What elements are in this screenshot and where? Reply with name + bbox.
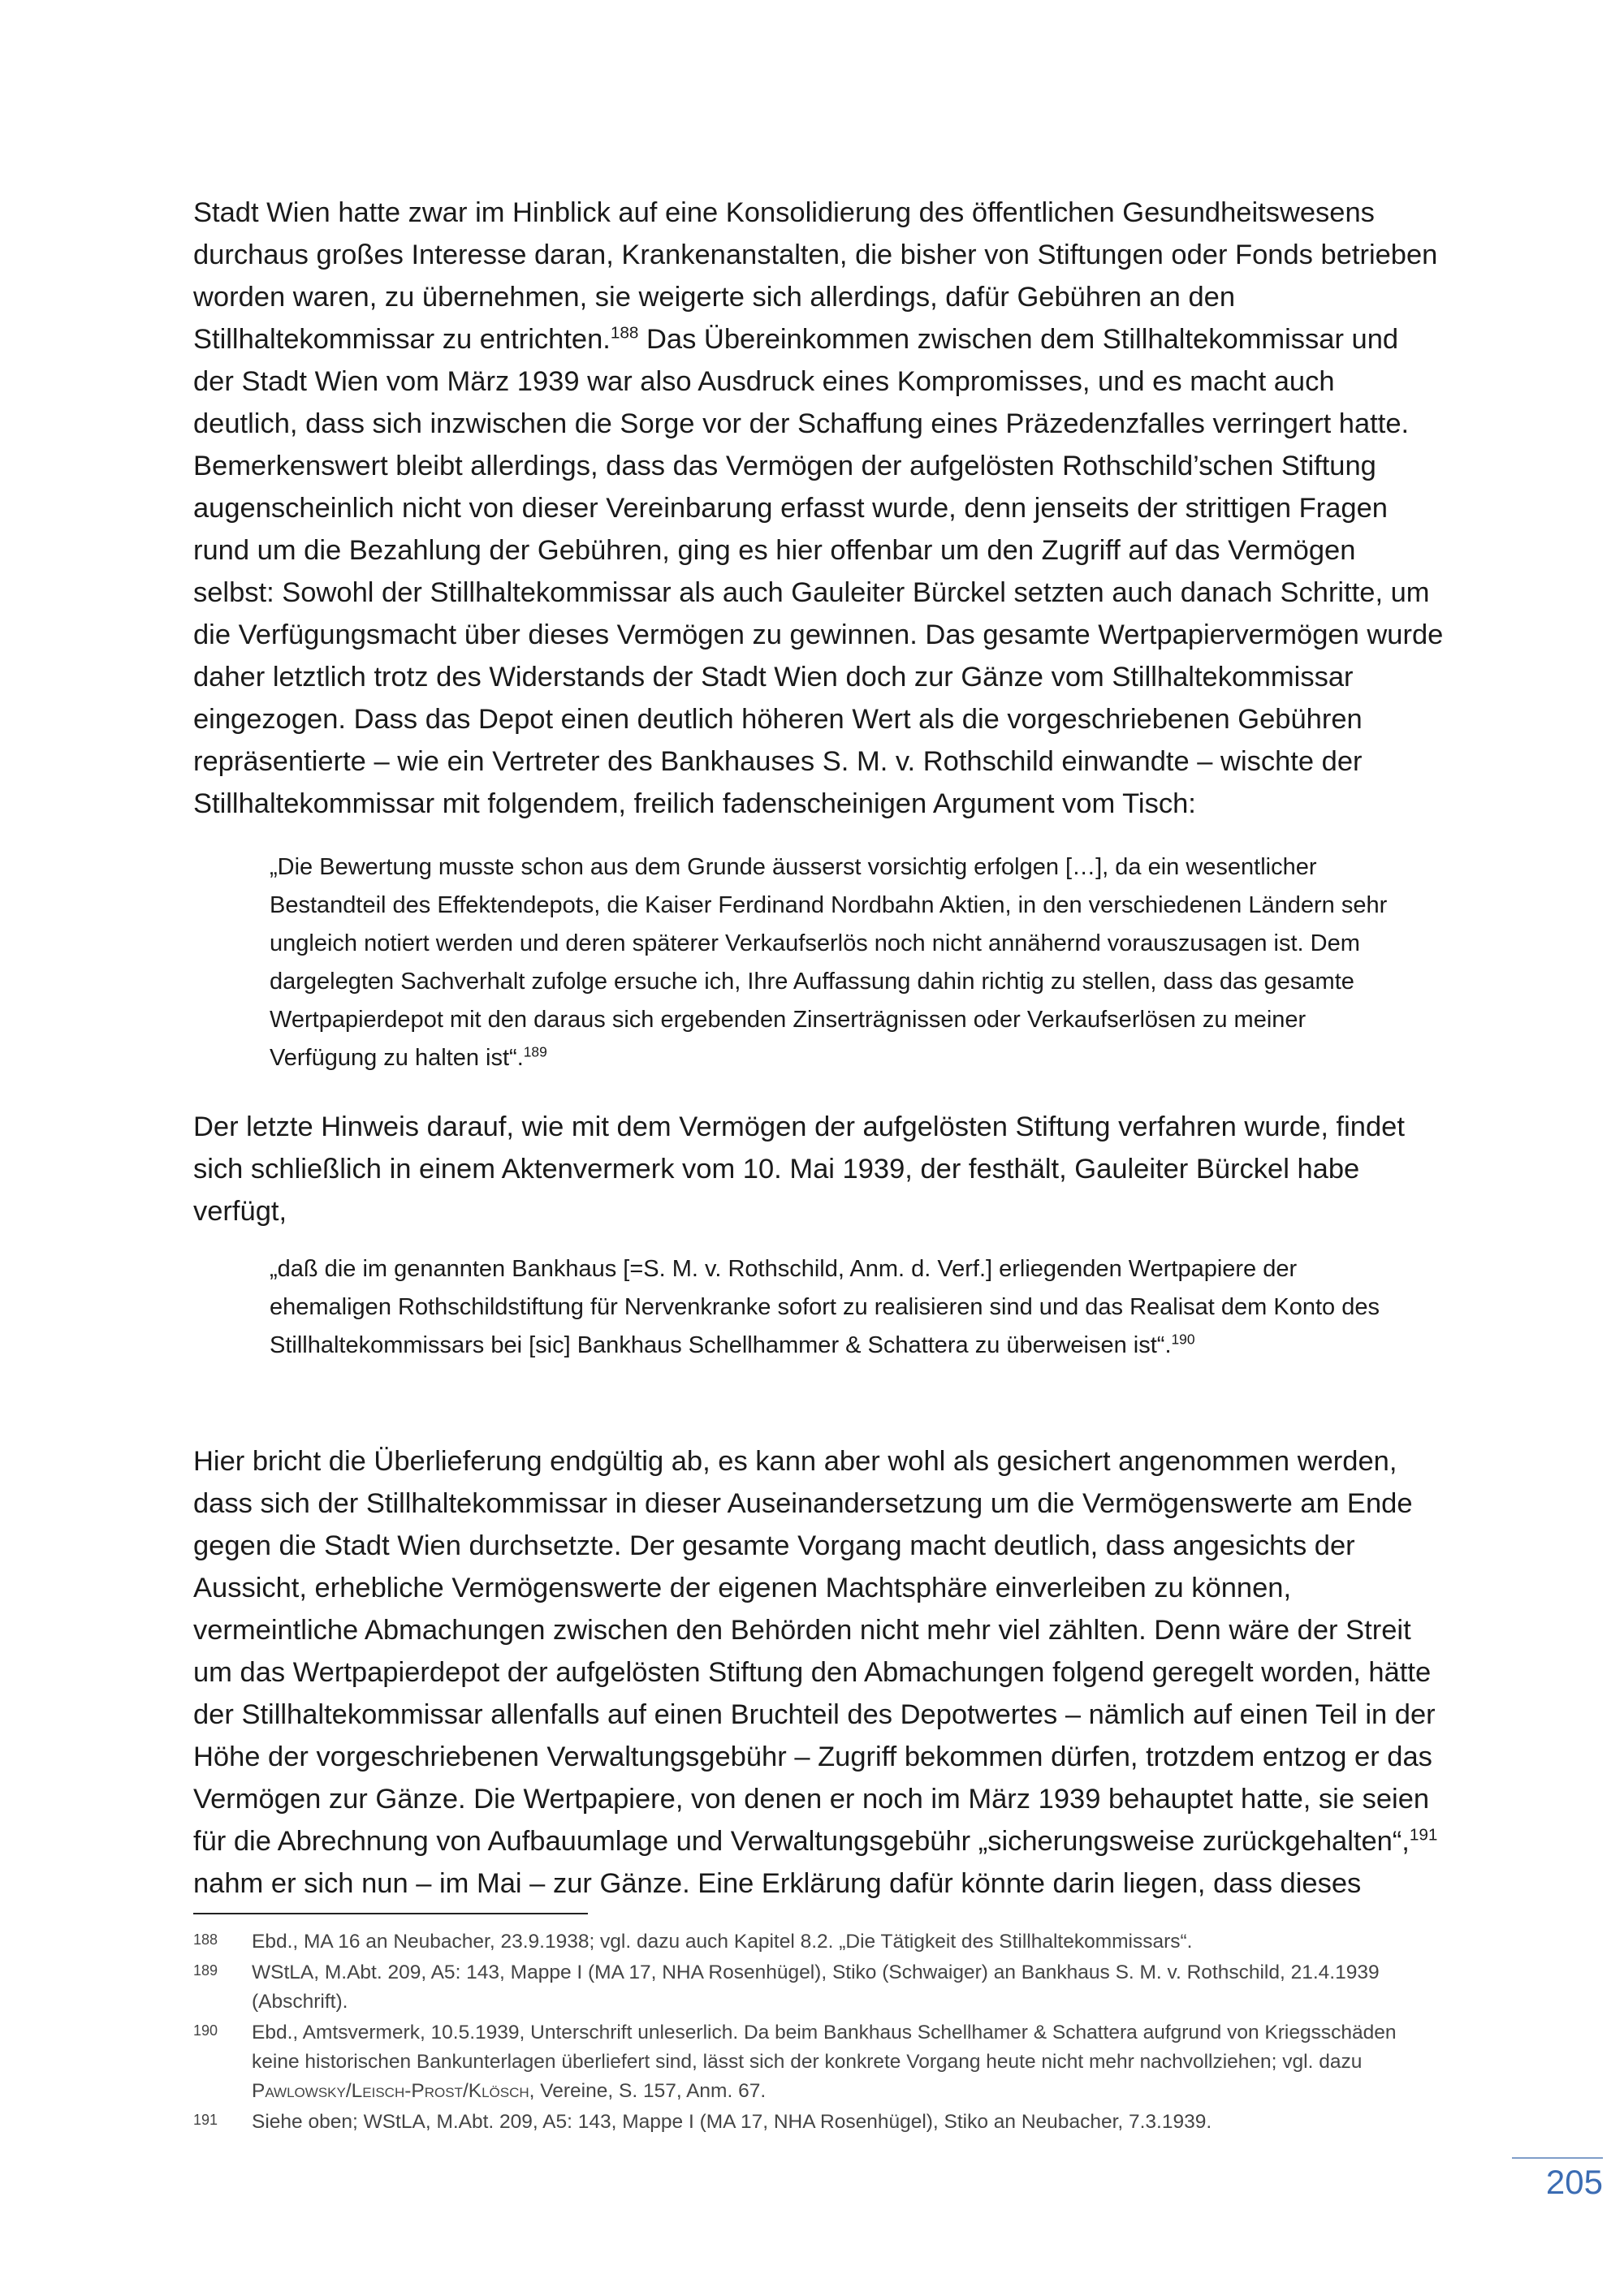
footnote-text: Siehe oben; WStLA, M.Abt. 209, A5: 143, Mappe I (MA 17, NHA Rosenhügel), Stiko an Neubacher, 7.3.1939.: [252, 2111, 1212, 2133]
block-quote-2: [270, 1250, 1406, 1365]
footnote-ref-190[interactable]: 190: [1171, 1331, 1195, 1348]
body-paragraph-2: [193, 1106, 1444, 1232]
footnote-text: WStLA, M.Abt. 209, A5: 143, Mappe I (MA 17, NHA Rosenhügel), Stiko (Schwaiger) an Bankhaus S. M. v. Rothschild, 21.4.1939 (Abschrift).: [252, 1962, 1380, 2013]
paragraph-text: Stadt Wien hatte zwar im Hinblick auf eine Konsolidierung des öffentlichen Gesundheitswesens durchaus großes Interesse daran, Krankenanstalten, die bisher von Stiftungen oder Fonds betrieben worden waren, zu übernehmen, sie weigerte sich allerdings, dafür Gebühren an den Stillhaltekommissar zu entrichten.: [193, 197, 1438, 355]
paragraph-text: nahm er sich nun – im Mai – zur Gänze. Eine Erklärung dafür könnte darin liegen, dass dieses: [193, 1868, 1362, 1899]
page-number-rule: [1512, 2157, 1603, 2159]
page-number: 205: [1545, 2163, 1603, 2201]
footnote-number: 189: [193, 1962, 218, 1979]
footnote-separator: [193, 1913, 588, 1914]
footnote-number: 188: [193, 1931, 218, 1948]
quote-text: „daß die im genannten Bankhaus [=S. M. v. Rothschild, Anm. d. Verf.] erliegenden Wertpapiere der ehemaligen Rothschildstiftung für Nervenkranke sofort zu realisieren sind und das Realisat dem Konto des Stillhaltekommissars bei [sic] Bankhaus Schellhammer & Schattera zu überweisen ist“.: [270, 1256, 1380, 1358]
paragraph-text: Das Übereinkommen zwischen dem Stillhaltekommissar und der Stadt Wien vom März 1939 war also Ausdruck eines Kompromisses, und es macht auch deutlich, dass sich inzwischen die Sorge vor der Schaffung eines Präzedenzfalles verringert hatte. Bemerkenswert bleibt allerdings, dass das Vermögen der aufgelösten Rothschild’schen Stiftung augenscheinlich nicht von dieser Vereinbarung erfasst wurde, denn jenseits der strittigen Fragen rund um die Bezahlung der Gebühren, ging es hier offenbar um den Zugriff auf das Vermögen selbst: Sowohl der Stillhaltekommissar als auch Gauleiter Bürckel setzten auch danach Schritte, um die Verfügungsmacht über dieses Vermögen zu gewinnen. Das gesamte Wertpapiervermögen wurde daher letztlich trotz des Widerstands der Stadt Wien doch zur Gänze vom Stillhaltekommissar eingezogen. Dass das Depot einen deutlich höheren Wert als die vorgeschriebenen Gebühren repräsentierte – wie ein Vertreter des Bankhauses S. M. v. Rothschild einwandte – wischte der Stillhaltekommissar mit folgendem, freilich fadenscheinigen Argument vom Tisch:: [193, 324, 1444, 819]
footnote-ref-189[interactable]: 189: [523, 1043, 547, 1060]
footnote-text-part: Ebd., Amtsvermerk, 10.5.1939, Unterschrift unleserlich. Da beim Bankhaus Schellhamer & Schattera aufgrund von Kriegsschäden keine historischen Bankunterlagen überliefert sind, lässt sich der konkrete Vorgang heute nicht mehr nachvollziehen; vgl. dazu: [252, 2022, 1397, 2073]
quote-text: „Die Bewertung musste schon aus dem Grunde äusserst vorsichtig erfolgen […], da ein wesentlicher Bestandteil des Effektendepots, die Kaiser Ferdinand Nordbahn Aktien, in den verschiedenen Ländern sehr ungleich notiert werden und deren späterer Verkaufserlös noch nicht annähernd vorauszusagen ist. Dem dargelegten Sachverhalt zufolge ersuche ich, Ihre Auffassung dahin richtig zu stellen, dass das gesamte Wertpapierdepot mit den daraus sich ergebenden Zinserträgnissen oder Verkaufserlösen zu meiner Verfügung zu halten ist“.: [270, 854, 1388, 1071]
footnote-191: [193, 2108, 1444, 2137]
footnote-number: 191: [193, 2112, 218, 2128]
paragraph-text: Hier bricht die Überlieferung endgültig ab, es kann aber wohl als gesichert angenommen werden, dass sich der Stillhaltekommissar in dieser Auseinandersetzung um die Vermögenswerte am Ende gegen die Stadt Wien durchsetzte. Der gesamte Vorgang macht deutlich, dass angesichts der Aussicht, erhebliche Vermögenswerte der eigenen Machtsphäre einverleiben zu können, vermeintliche Abmachungen zwischen den Behörden nicht mehr viel zählten. Denn wäre der Streit um das Wertpapierdepot der aufgelösten Stiftung den Abmachungen folgend geregelt worden, hätte der Stillhaltekommissar allenfalls auf einen Bruchteil des Depotwertes – nämlich auf einen Teil in der Höhe der vorgeschriebenen Verwaltungsgebühr – Zugriff bekommen dürfen, trotzdem entzog er das Vermögen zur Gänze. Die Wertpapiere, von denen er noch im März 1939 behauptet hatte, sie seien für die Abrechnung von Aufbauumlage und Verwaltungsgebühr „sicherungsweise zurückgehalten“,: [193, 1446, 1436, 1857]
footnote-authors: Pawlowsky/Leisch-Prost/Klösch: [252, 2080, 529, 2102]
body-paragraph-3: [193, 1440, 1444, 1905]
paragraph-text: Der letzte Hinweis darauf, wie mit dem Vermögen der aufgelösten Stiftung verfahren wurde, findet sich schließlich in einem Aktenvermerk vom 10. Mai 1939, der festhält, Gauleiter Bürckel habe verfügt,: [193, 1111, 1405, 1227]
footnote-ref-191[interactable]: 191: [1409, 1825, 1438, 1845]
footnote-190: [193, 2018, 1444, 2106]
footnote-text: [252, 2018, 1444, 2106]
footnote-number: 190: [193, 2022, 218, 2039]
footnote-189: [193, 1958, 1444, 2017]
footnote-188: [193, 1927, 1444, 1957]
footnotes: [193, 1927, 1444, 2138]
footnote-ref-188[interactable]: 188: [610, 323, 639, 343]
footnote-text: Ebd., MA 16 an Neubacher, 23.9.1938; vgl. dazu auch Kapitel 8.2. „Die Tätigkeit des Stillhaltekommissars“.: [252, 1931, 1193, 1953]
footnote-text-part: , Vereine, S. 157, Anm. 67.: [529, 2080, 767, 2102]
block-quote-1: [270, 848, 1406, 1077]
body-paragraph-1: [193, 192, 1444, 825]
